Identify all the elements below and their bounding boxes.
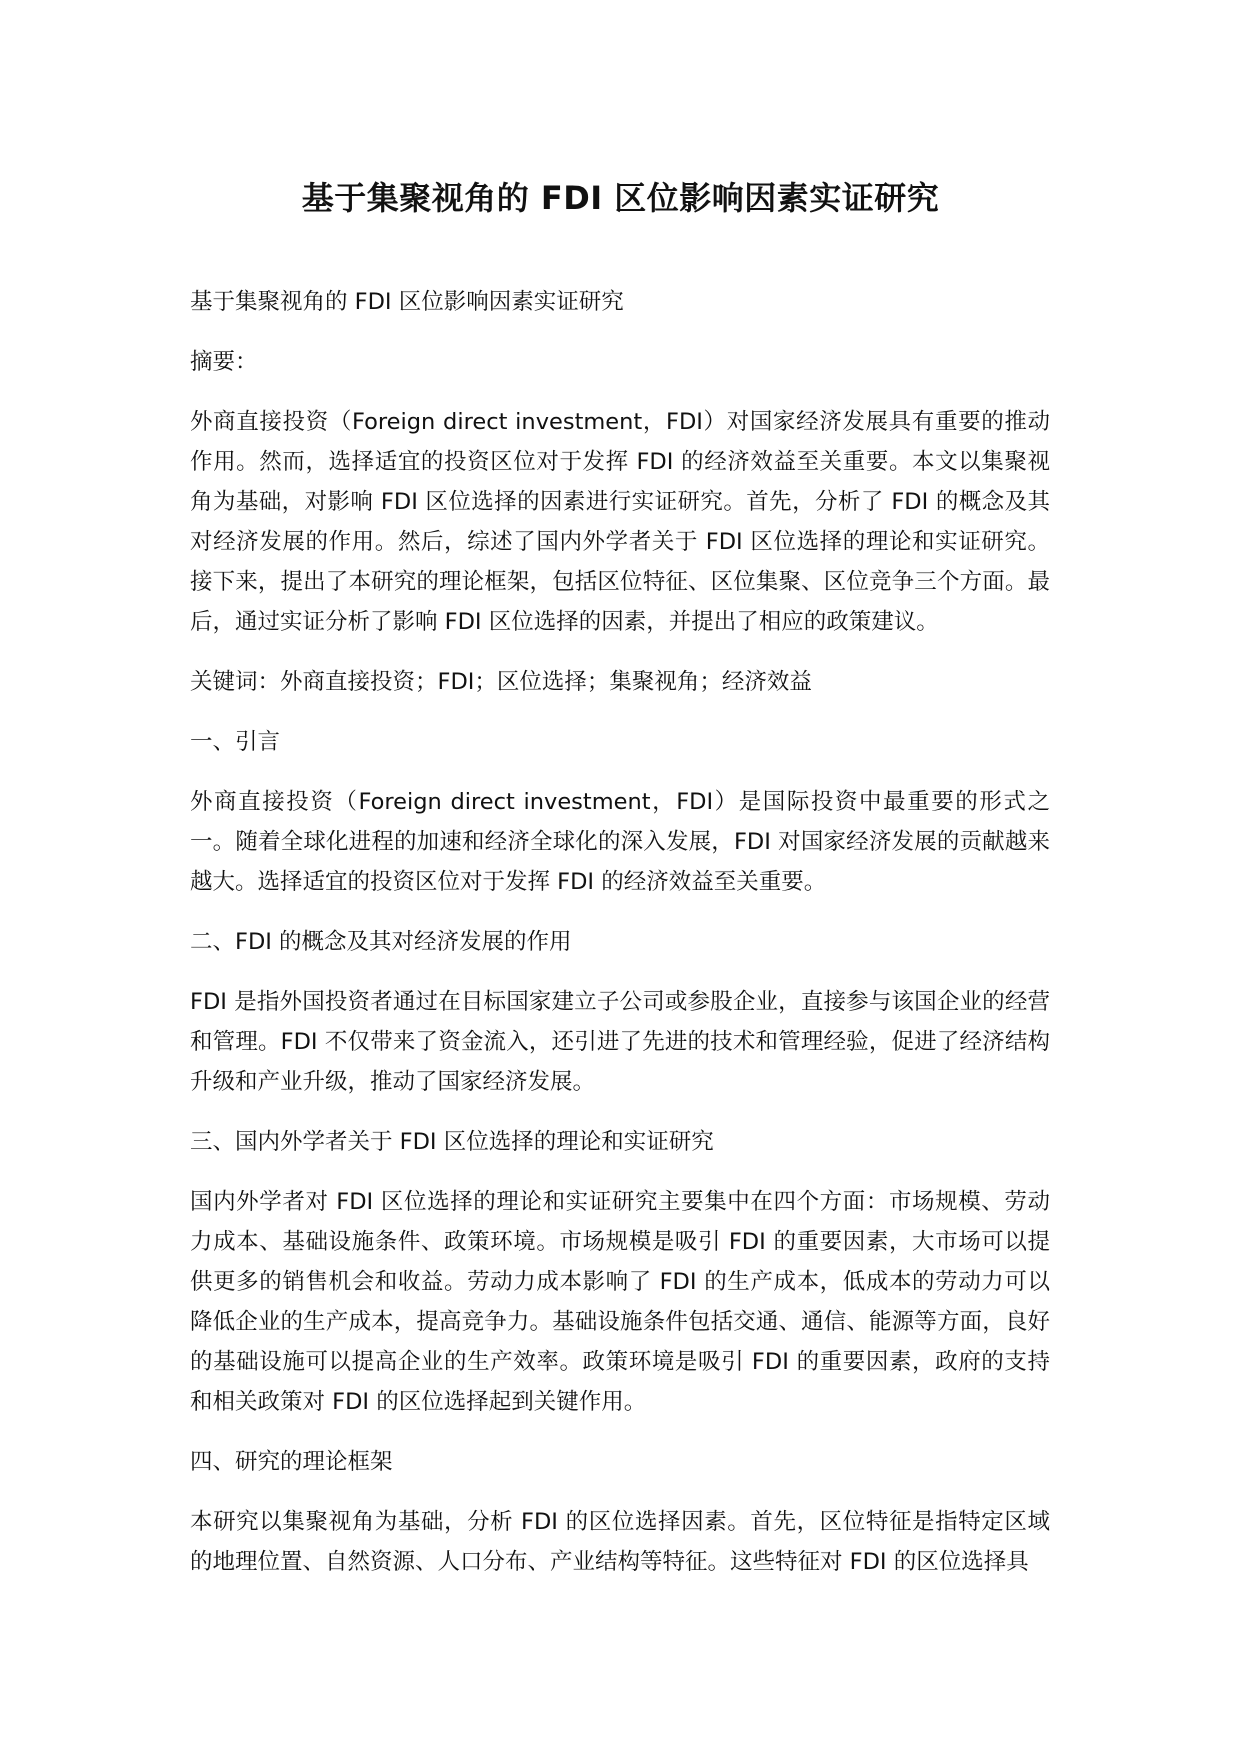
abstract-label: 摘要： xyxy=(190,349,258,375)
section-body-introduction: 外商直接投资（Foreign direct investment，FDI）是国际投资中最重要的形式之一。随着全球化进程的加速和经济全球化的深入发展，FDI 对国家经济发展的贡献越来越大。选择适宜的投资区位对于发挥 FDI 的经济效益至关重要。 xyxy=(190,789,1050,895)
section-body-theoretical-framework: 本研究以集聚视角为基础，分析 FDI 的区位选择因素。首先，区位特征是指特定区域的地理位置、自然资源、人口分布、产业结构等特征。这些特征对 FDI 的区位选择具 xyxy=(190,1509,1050,1575)
section-body-fdi-concept: FDI 是指外国投资者通过在目标国家建立子公司或参股企业，直接参与该国企业的经营和管理。FDI 不仅带来了资金流入，还引进了先进的技术和管理经验，促进了经济结构升级和产业升级，推动了国家经济发展。 xyxy=(190,989,1050,1095)
section-heading-introduction: 一、引言 xyxy=(190,729,281,755)
abstract-text: 外商直接投资（Foreign direct investment，FDI）对国家经济发展具有重要的推动作用。然而，选择适宜的投资区位对于发挥 FDI 的经济效益至关重要。本文以集聚视角为基础，对影响 FDI 区位选择的因素进行实证研究。首先，分析了 FDI 的概念及其对经济发展的作用。然后，综述了国内外学者关于 FDI 区位选择的理论和实证研究。接下来，提出了本研究的理论框架，包括区位特征、区位集聚、区位竞争三个方面。最后，通过实证分析了影响 FDI 区位选择的因素，并提出了相应的政策建议。 xyxy=(190,409,1050,635)
section-heading-fdi-concept: 二、FDI 的概念及其对经济发展的作用 xyxy=(190,929,572,955)
section-body-literature-review: 国内外学者对 FDI 区位选择的理论和实证研究主要集中在四个方面：市场规模、劳动力成本、基础设施条件、政策环境。市场规模是吸引 FDI 的重要因素，大市场可以提供更多的销售机会和收益。劳动力成本影响了 FDI 的生产成本，低成本的劳动力可以降低企业的生产成本，提高竞争力。基础设施条件包括交通、通信、能源等方面，良好的基础设施可以提高企业的生产效率。政策环境是吸引 FDI 的重要因素，政府的支持和相关政策对 FDI 的区位选择起到关键作用。 xyxy=(190,1189,1050,1415)
keywords: 关键词：外商直接投资；FDI；区位选择；集聚视角；经济效益 xyxy=(190,669,812,695)
document-body xyxy=(190,282,1050,1602)
section-heading-literature-review: 三、国内外学者关于 FDI 区位选择的理论和实证研究 xyxy=(190,1129,714,1155)
document-title: 基于集聚视角的 FDI 区位影响因素实证研究 xyxy=(301,179,940,217)
document-subtitle: 基于集聚视角的 FDI 区位影响因素实证研究 xyxy=(190,289,624,315)
section-heading-theoretical-framework: 四、研究的理论框架 xyxy=(190,1449,393,1475)
